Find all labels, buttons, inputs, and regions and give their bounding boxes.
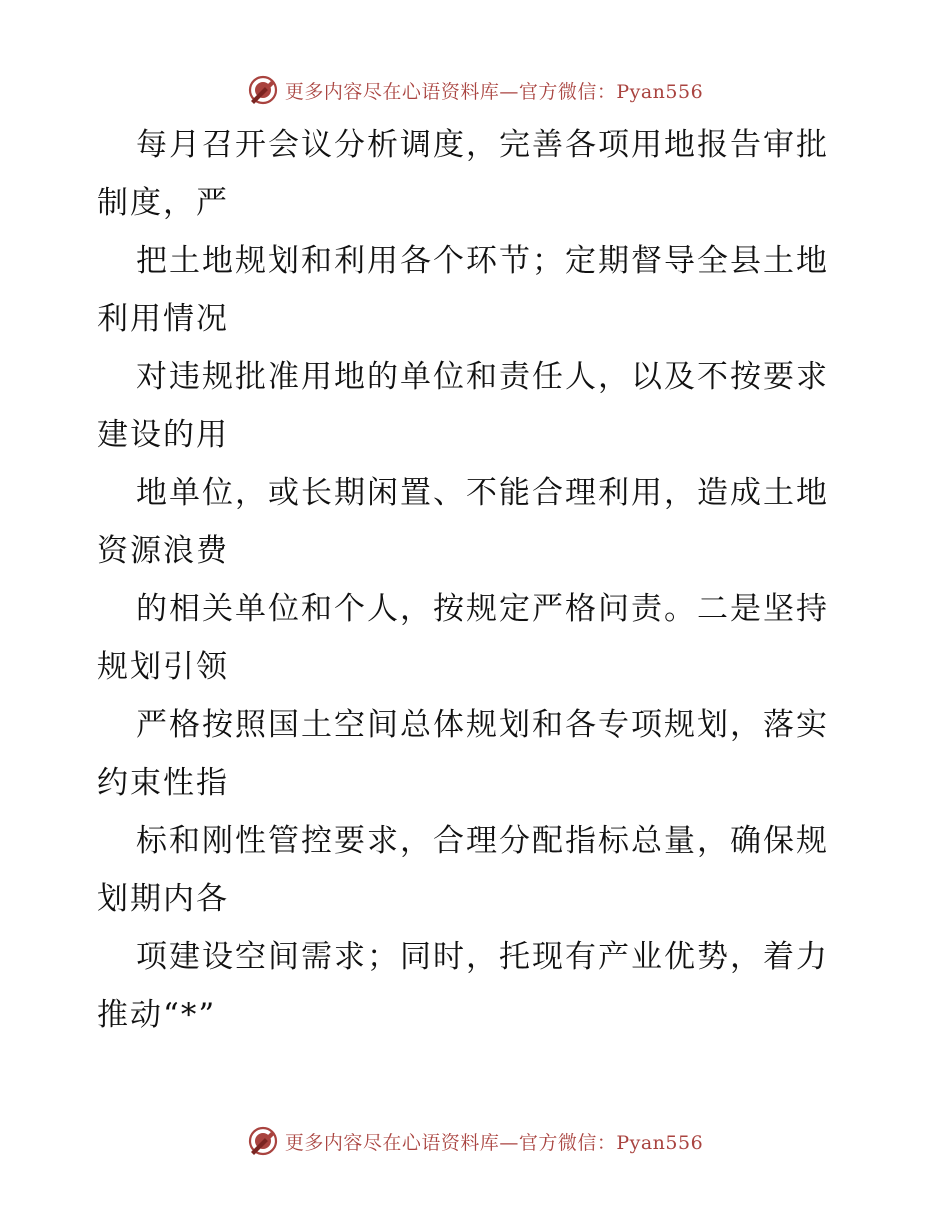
pen-logo-icon <box>247 1125 279 1157</box>
paragraph-4: 地单位，或长期闲置、不能合理利用，造成土地资源浪费 <box>97 475 829 569</box>
paragraph-6: 严格按照国土空间总体规划和各专项规划，落实约束性指 <box>97 707 829 801</box>
paragraph-5: 的相关单位和个人，按规定严格问责。二是坚持规划引领 <box>97 591 829 685</box>
pen-logo-icon <box>247 74 279 106</box>
paragraph-8: 项建设空间需求；同时，托现有产业优势，着力推动“*” <box>97 939 829 1033</box>
document-body <box>97 116 857 1044</box>
paragraph-1: 每月召开会议分析调度，完善各项用地报告审批制度，严 <box>97 127 829 221</box>
watermark-text: 更多内容尽在心语资料库—官方微信：Pyan556 <box>284 1131 704 1154</box>
paragraph-2: 把土地规划和利用各个环节；定期督导全县土地利用情况 <box>97 243 829 337</box>
footer-watermark <box>0 1121 950 1161</box>
watermark-text: 更多内容尽在心语资料库—官方微信：Pyan556 <box>284 80 704 103</box>
paragraph-3: 对违规批准用地的单位和责任人，以及不按要求建设的用 <box>97 359 829 453</box>
paragraph-7: 标和刚性管控要求，合理分配指标总量，确保规划期内各 <box>97 823 829 917</box>
header-watermark <box>0 70 950 110</box>
